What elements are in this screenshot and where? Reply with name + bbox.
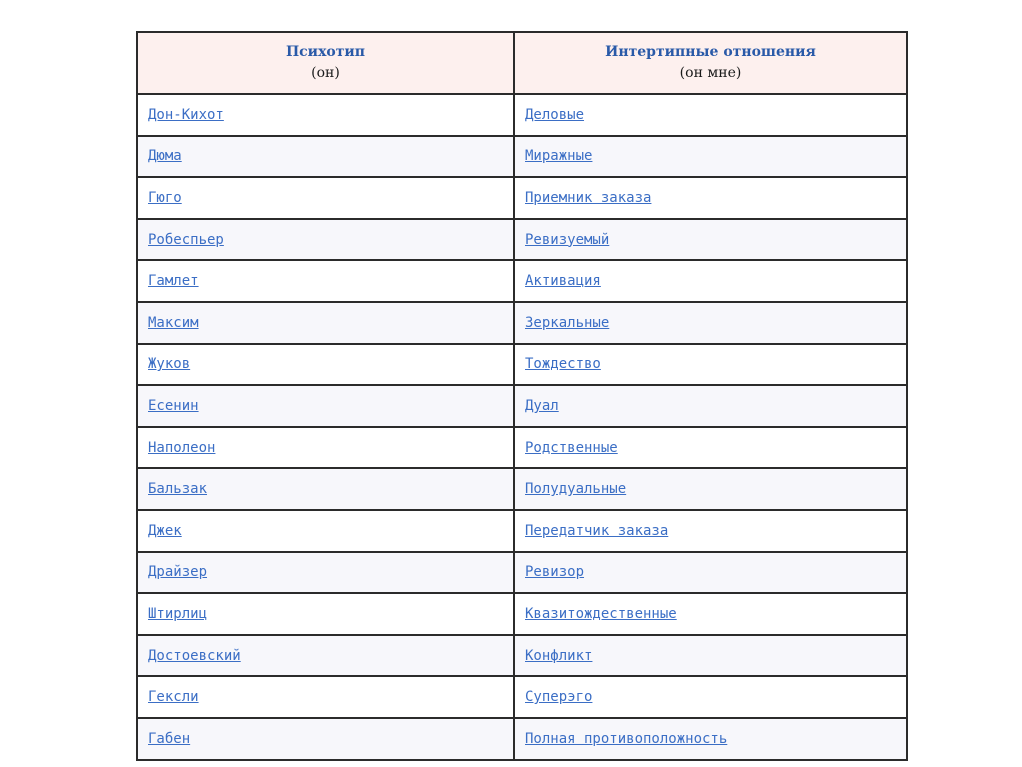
- psychotype-link[interactable]: Дюма: [148, 148, 182, 165]
- relation-link[interactable]: Квазитождественные: [525, 605, 677, 622]
- relation-link[interactable]: Полудуальные: [525, 481, 627, 498]
- psychotype-link[interactable]: Габен: [148, 730, 191, 747]
- table-row: [137, 177, 907, 219]
- relation-link[interactable]: Активация: [525, 273, 601, 290]
- psychotype-link[interactable]: Джек: [148, 522, 182, 539]
- relation-cell: [514, 260, 907, 302]
- relation-cell: [514, 427, 907, 469]
- table-row: [137, 718, 907, 760]
- relation-cell: [514, 552, 907, 594]
- table-row: [137, 427, 907, 469]
- relation-cell: [514, 676, 907, 718]
- psychotype-link[interactable]: Максим: [148, 314, 199, 331]
- psychotype-cell: [137, 718, 514, 760]
- relation-cell: [514, 385, 907, 427]
- relation-link[interactable]: Дуал: [525, 397, 559, 414]
- relation-link[interactable]: Передатчик заказа: [525, 522, 669, 539]
- psychotype-cell: [137, 510, 514, 552]
- psychotype-cell: [137, 260, 514, 302]
- relation-cell: [514, 468, 907, 510]
- relation-link[interactable]: Ревизор: [525, 564, 585, 581]
- table-row: [137, 593, 907, 635]
- psychotype-link[interactable]: Робеспьер: [148, 231, 224, 248]
- table-row: [137, 468, 907, 510]
- psychotype-cell: [137, 427, 514, 469]
- relations-table: [136, 31, 908, 761]
- relation-link[interactable]: Приемник заказа: [525, 189, 652, 206]
- psychotype-cell: [137, 676, 514, 718]
- relation-link[interactable]: Миражные: [525, 148, 593, 165]
- table-row: [137, 676, 907, 718]
- relation-cell: [514, 94, 907, 136]
- psychotype-cell: [137, 635, 514, 677]
- header-psychotype-subtitle: (он): [311, 65, 340, 81]
- table-row: [137, 552, 907, 594]
- psychotype-cell: [137, 136, 514, 178]
- table-header-row: [137, 32, 907, 94]
- relation-link[interactable]: Деловые: [525, 106, 585, 123]
- relation-link[interactable]: Зеркальные: [525, 314, 610, 331]
- relation-cell: [514, 302, 907, 344]
- relation-cell: [514, 344, 907, 386]
- table-row: [137, 260, 907, 302]
- table-row: [137, 136, 907, 178]
- psychotype-cell: [137, 219, 514, 261]
- header-relation-title: Интертипные отношения: [605, 44, 816, 60]
- psychotype-cell: [137, 344, 514, 386]
- relation-link[interactable]: Тождество: [525, 356, 601, 373]
- relations-table-container: [136, 31, 906, 761]
- psychotype-link[interactable]: Гексли: [148, 689, 199, 706]
- table-row: [137, 302, 907, 344]
- relation-link[interactable]: Конфликт: [525, 647, 593, 664]
- relation-cell: [514, 635, 907, 677]
- header-relation-subtitle: (он мне): [679, 65, 742, 81]
- relation-cell: [514, 136, 907, 178]
- relation-cell: [514, 177, 907, 219]
- psychotype-cell: [137, 385, 514, 427]
- table-row: [137, 635, 907, 677]
- relation-cell: [514, 219, 907, 261]
- psychotype-cell: [137, 302, 514, 344]
- psychotype-cell: [137, 593, 514, 635]
- table-row: [137, 385, 907, 427]
- psychotype-link[interactable]: Жуков: [148, 356, 191, 373]
- table-row: [137, 219, 907, 261]
- psychotype-cell: [137, 94, 514, 136]
- psychotype-link[interactable]: Дон-Кихот: [148, 106, 224, 123]
- relation-link[interactable]: Ревизуемый: [525, 231, 610, 248]
- psychotype-link[interactable]: Штирлиц: [148, 605, 208, 622]
- psychotype-link[interactable]: Достоевский: [148, 647, 241, 664]
- psychotype-link[interactable]: Наполеон: [148, 439, 216, 456]
- psychotype-cell: [137, 177, 514, 219]
- header-psychotype: [137, 32, 514, 94]
- psychotype-link[interactable]: Бальзак: [148, 481, 208, 498]
- psychotype-cell: [137, 468, 514, 510]
- table-row: [137, 510, 907, 552]
- table-row: [137, 94, 907, 136]
- relation-cell: [514, 510, 907, 552]
- psychotype-link[interactable]: Гюго: [148, 189, 182, 206]
- header-psychotype-title: Психотип: [285, 44, 366, 60]
- relation-cell: [514, 718, 907, 760]
- relation-link[interactable]: Полная противоположность: [525, 730, 728, 747]
- psychotype-cell: [137, 552, 514, 594]
- table-body: [137, 94, 907, 760]
- header-relation: [514, 32, 907, 94]
- psychotype-link[interactable]: Драйзер: [148, 564, 208, 581]
- relation-link[interactable]: Суперэго: [525, 689, 593, 706]
- table-row: [137, 344, 907, 386]
- psychotype-link[interactable]: Есенин: [148, 397, 199, 414]
- relation-link[interactable]: Родственные: [525, 439, 618, 456]
- psychotype-link[interactable]: Гамлет: [148, 273, 199, 290]
- relation-cell: [514, 593, 907, 635]
